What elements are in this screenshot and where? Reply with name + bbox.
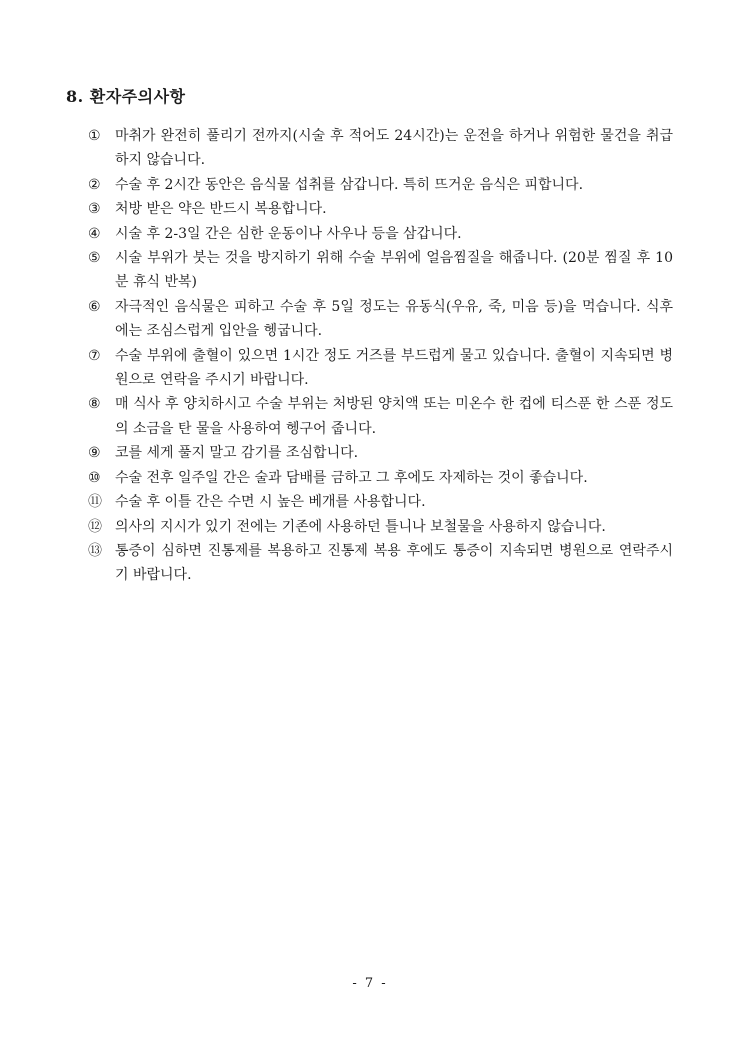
list-item	[88, 246, 673, 295]
item-text: 통증이 심하면 진통제를 복용하고 진통제 복용 후에도 통증이 지속되면 병원으로 연락주시기 바랍니다.	[115, 542, 673, 584]
item-number: ⑥	[88, 298, 101, 315]
precautions-list	[88, 124, 673, 588]
item-number: ①	[88, 128, 101, 144]
item-number: ②	[88, 176, 101, 193]
page-number: - 7 -	[352, 976, 388, 991]
list-item	[88, 173, 673, 197]
list-item	[88, 466, 673, 490]
item-number: ⑪	[88, 494, 102, 511]
list-item	[88, 197, 673, 221]
item-text: 의사의 지시가 있기 전에는 기존에 사용하던 틀니나 보철물을 사용하지 않습니다.	[115, 518, 606, 535]
item-number: ⑨	[88, 445, 101, 462]
item-number: ⑧	[88, 396, 101, 413]
item-text: 수술 후 2시간 동안은 음식물 섭취를 삼갑니다. 특히 뜨거운 음식은 피합니다.	[115, 176, 584, 193]
item-text: 수술 부위에 출혈이 있으면 1시간 정도 거즈를 부드럽게 물고 있습니다. 출혈이 지속되면 병원으로 연락을 주시기 바랍니다.	[115, 347, 673, 389]
item-number: ③	[88, 201, 101, 218]
item-number: ⑤	[88, 250, 101, 267]
item-text: 매 식사 후 양치하시고 수술 부위는 처방된 양치액 또는 미온수 한 컵에 티스푼 한 스푼 정도의 소금을 탄 물을 사용하여 헹구어 줍니다.	[115, 396, 673, 437]
list-item	[88, 539, 673, 588]
item-text: 코를 세게 풀지 말고 감기를 조심합니다.	[115, 445, 359, 462]
item-text: 처방 받은 약은 반드시 복용합니다.	[115, 201, 327, 218]
section-title: 8. 환자주의사항	[66, 87, 186, 106]
item-text: 마취가 완전히 풀리기 전까지(시술 후 적어도 24시간)는 운전을 하거나 위험한 물건을 취급하지 않습니다.	[115, 128, 673, 169]
item-number: ⑫	[88, 518, 102, 535]
item-text: 자극적인 음식물은 피하고 수술 후 5일 정도는 유동식(우유, 죽, 미음 등)을 먹습니다. 식후에는 조심스럽게 입안을 헹굽니다.	[115, 298, 673, 340]
list-item	[88, 295, 673, 344]
item-text: 수술 후 이틀 간은 수면 시 높은 베개를 사용합니다.	[115, 494, 426, 511]
item-number: ⑬	[88, 542, 102, 559]
item-number: ⑦	[88, 347, 101, 364]
list-item	[88, 344, 673, 393]
list-item	[88, 124, 673, 173]
item-text: 시술 후 2-3일 간은 심한 운동이나 사우나 등을 삼갑니다.	[115, 225, 462, 242]
list-item	[88, 515, 673, 539]
list-item	[88, 222, 673, 246]
item-text: 수술 전후 일주일 간은 술과 담배를 금하고 그 후에도 자제하는 것이 좋습니다.	[115, 469, 588, 486]
item-number: ④	[88, 225, 101, 242]
list-item	[88, 441, 673, 465]
list-item	[88, 392, 673, 441]
item-text: 시술 부위가 붓는 것을 방지하기 위해 수술 부위에 얼음찜질을 해줍니다. (20분 찜질 후 10분 휴식 반복)	[115, 250, 673, 291]
item-number: ⑩	[88, 469, 101, 486]
list-item	[88, 490, 673, 514]
